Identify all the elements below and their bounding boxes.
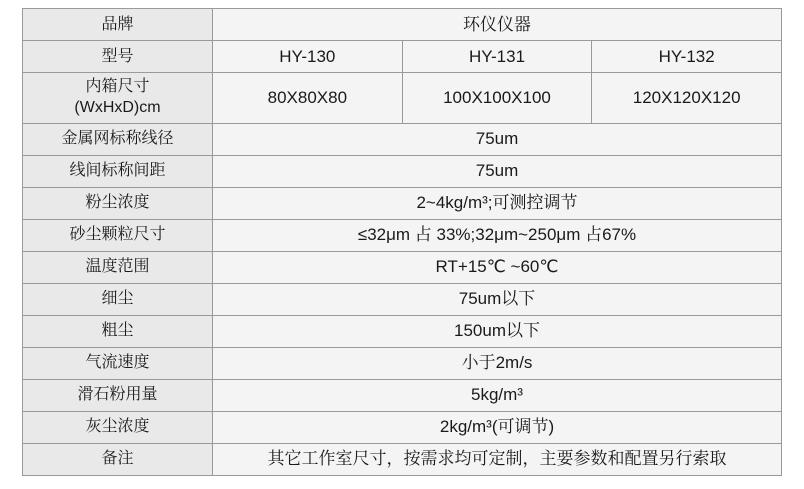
- row-value: 75um: [213, 155, 782, 187]
- table-row: [23, 9, 782, 41]
- table-row: [23, 73, 782, 124]
- table-row: [23, 219, 782, 251]
- row-label: 灰尘浓度: [23, 411, 213, 443]
- table-row: [23, 41, 782, 73]
- row-value: 120X120X120: [592, 73, 782, 124]
- table-row: [23, 251, 782, 283]
- row-value: 80X80X80: [213, 73, 403, 124]
- row-label: 金属网标称线径: [23, 123, 213, 155]
- row-label: 型号: [23, 41, 213, 73]
- table-row: [23, 347, 782, 379]
- row-label: 粗尘: [23, 315, 213, 347]
- row-value: 小于2m/s: [213, 347, 782, 379]
- row-value: 环仪仪器: [213, 9, 782, 41]
- row-label: [23, 73, 213, 124]
- table-row: [23, 379, 782, 411]
- row-value: 2kg/m³(可调节): [213, 411, 782, 443]
- row-label: 备注: [23, 443, 213, 475]
- table-row: [23, 315, 782, 347]
- row-value: 100X100X100: [402, 73, 592, 124]
- row-value: 其它工作室尺寸，按需求均可定制，主要参数和配置另行索取: [213, 443, 782, 475]
- row-value: 5kg/m³: [213, 379, 782, 411]
- row-label: 品牌: [23, 9, 213, 41]
- row-value: RT+15℃ ~60℃: [213, 251, 782, 283]
- table-row: [23, 187, 782, 219]
- row-value: 2~4kg/m³;可测控调节: [213, 187, 782, 219]
- table-row: [23, 155, 782, 187]
- row-value: 75um以下: [213, 283, 782, 315]
- row-label: 滑石粉用量: [23, 379, 213, 411]
- row-label: 线间标称间距: [23, 155, 213, 187]
- row-label: 砂尘颗粒尺寸: [23, 219, 213, 251]
- row-label-line2: (WxHxD)cm: [74, 98, 161, 116]
- row-label: 细尘: [23, 283, 213, 315]
- table-body: [23, 9, 782, 476]
- table-row: [23, 411, 782, 443]
- row-label-line1: 内箱尺寸: [85, 78, 150, 95]
- row-value: HY-130: [213, 41, 403, 73]
- row-label: 温度范围: [23, 251, 213, 283]
- row-value: HY-132: [592, 41, 782, 73]
- row-value: 150um以下: [213, 315, 782, 347]
- row-value: HY-131: [402, 41, 592, 73]
- table-row: [23, 443, 782, 475]
- row-label: 气流速度: [23, 347, 213, 379]
- row-value: 75um: [213, 123, 782, 155]
- table-row: [23, 123, 782, 155]
- row-label: 粉尘浓度: [23, 187, 213, 219]
- row-value: ≤32μm 占 33%;32μm~250μm 占67%: [213, 219, 782, 251]
- table-row: [23, 283, 782, 315]
- specification-table: [22, 8, 782, 476]
